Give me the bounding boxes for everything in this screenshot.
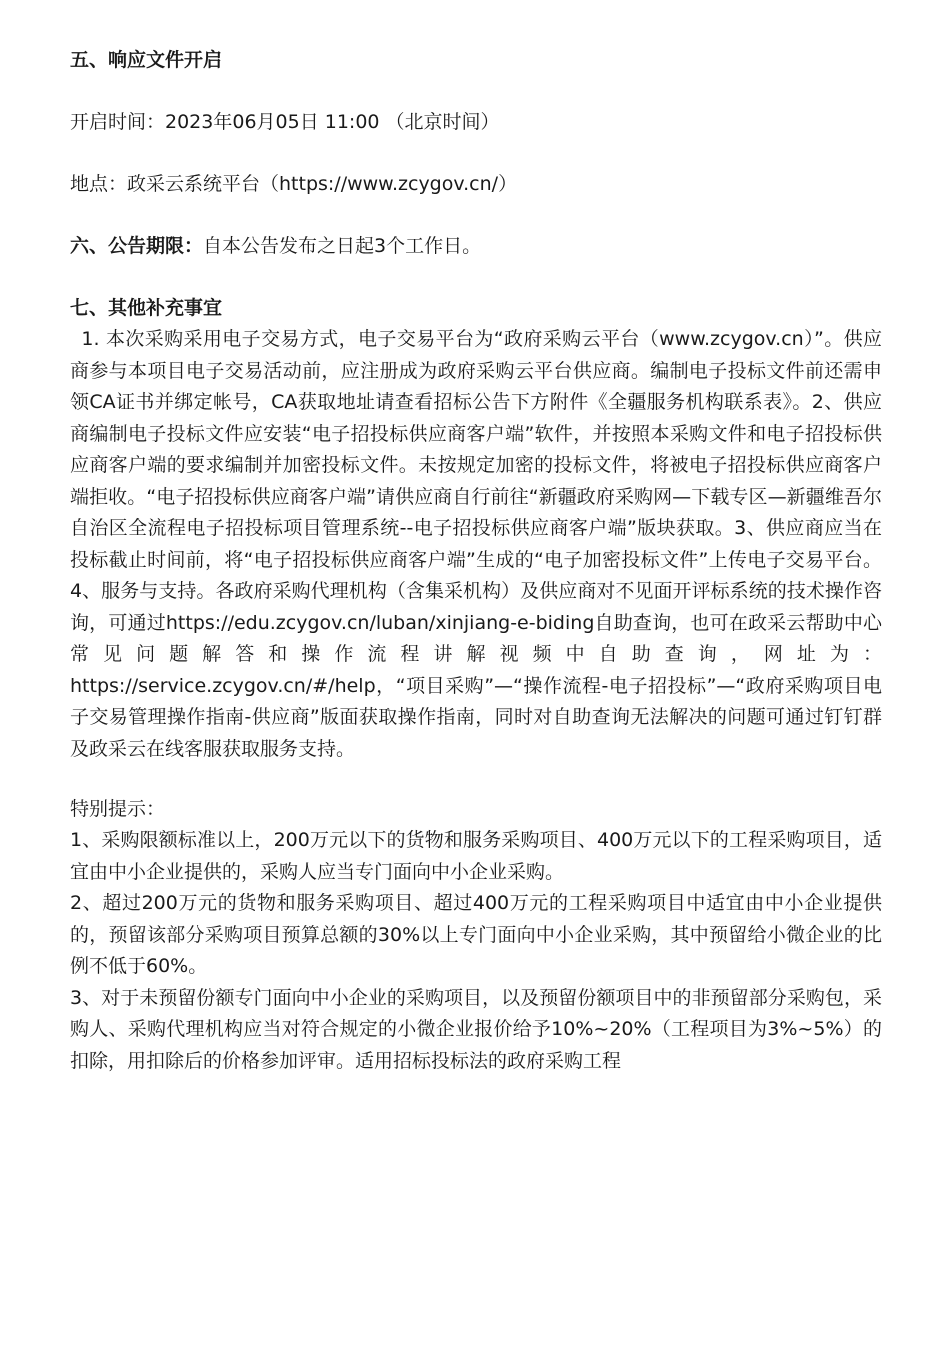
notice-label: 特别提示：: [70, 798, 166, 820]
document-page: [70, 44, 882, 1077]
notice-item-1: 1、采购限额标准以上，200万元以下的货物和服务采购项目、400万元以下的工程采购项目，适宜由中小企业提供的，采购人应当专门面向中小企业采购。: [70, 829, 882, 883]
section7-heading: 七、其他补充事宜: [70, 297, 223, 319]
open-time: 开启时间：2023年06月05日 11:00 （北京时间）: [70, 111, 500, 133]
section6-line: [70, 230, 882, 262]
open-location: 地点：政采云系统平台（https://www.zcygov.cn/）: [70, 173, 518, 195]
notice-item-2: 2、超过200万元的货物和服务采购项目、超过400万元的工程采购项目中适宜由中小企业提供的，预留该部分采购项目预算总额的30%以上专门面向中小企业采购，其中预留给小微企业的比例不低于60%。: [70, 892, 882, 977]
section5-heading: 五、响应文件开启: [70, 49, 223, 71]
section7-paragraph: 1. 本次采购采用电子交易方式，电子交易平台为“政府采购云平台（www.zcygov.cn）”。供应商参与本项目电子交易活动前，应注册成为政府采购云平台供应商。编制电子投标文件前还需申领CA证书并绑定帐号，CA获取地址请查看招标公告下方附件《全疆服务机构联系表》。2、供应商编制电子投标文件应安装“电子招投标供应商客户端”软件，并按照本采购文件和电子招投标供应商客户端的要求编制并加密投标文件。未按规定加密的投标文件，将被电子招投标供应商客户端拒收。“电子招投标供应商客户端”请供应商自行前往“新疆政府采购网—下载专区—新疆维吾尔自治区全流程电子招投标项目管理系统--电子招投标供应商客户端”版块获取。3、供应商应当在投标截止时间前，将“电子招投标供应商客户端”生成的“电子加密投标文件”上传电子交易平台。4、服务与支持。各政府采购代理机构（含集采机构）及供应商对不见面开评标系统的技术操作咨询，可通过https://edu.zcygov.cn/luban/xinjiang-e-biding自助查询，也可在政采云帮助中心常见问题解答和操作流程讲解视频中自助查询，网址为：https://service.zcygov.cn/#/help，“项目采购”—“操作流程-电子招投标”—“政府采购项目电子交易管理操作指南-供应商”版面获取操作指南，同时对自助查询无法解决的问题可通过钉钉群及政采云在线客服获取服务支持。: [70, 328, 882, 760]
section6-heading: 六、公告期限：: [70, 235, 204, 257]
section6-text: 自本公告发布之日起3个工作日。: [203, 235, 482, 257]
notice-item-3: 3、对于未预留份额专门面向中小企业的采购项目，以及预留份额项目中的非预留部分采购包，采购人、采购代理机构应当对符合规定的小微企业报价给予10%~20%（工程项目为3%~5%）的扣除，用扣除后的价格参加评审。适用招标投标法的政府采购工程: [70, 986, 882, 1072]
